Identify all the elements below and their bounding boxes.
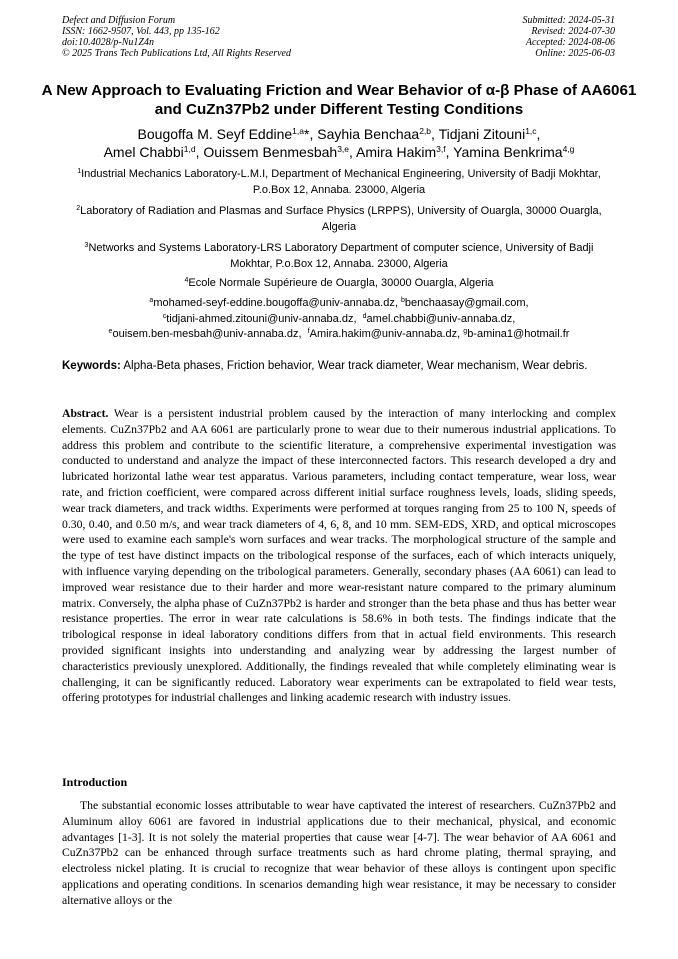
abstract [62,406,616,706]
keywords-text: Alpha-Beta phases, Friction behavior, Wear track diameter, Wear mechanism, Wear debris. [120,360,588,372]
affiliation-4: $^4$Ecole Normale Supérieure de Ouargla, 30000 Ouargla, Algeria [184,277,494,289]
journal-doi[interactable]: doi:10.4028/p-Nu1Z4n [62,37,154,48]
keywords-label: Keywords: [62,360,121,372]
journal-copyright: © 2025 Trans Tech Publications Ltd, All Rights Reserved [62,48,291,59]
email-link[interactable]: mohamed-seyf-eddine.bougoffa@univ-annaba.dz [153,297,395,309]
author-emails [62,296,616,343]
date-revised: Revised: 2024-07-30 [531,26,615,37]
affiliation-1: $^1$Industrial Mechanics Laboratory-L.M.I, Department of Mechanical Engineering, University of Badji Mokhtar, P.o.Box 12, Annaba. 23000, Algeria [77,168,601,196]
email-line: $^c$tidjani-ahmed.zitouni@univ-annaba.dz, $^d$amel.chabbi@univ-annaba.dz, [162,312,516,325]
publication-dates [523,15,616,59]
email-link[interactable]: b-amina1@hotmail.fr [467,328,570,340]
email-line: $^a$mohamed-seyf-eddine.bougoffa@univ-annaba.dz, $^b$benchaasay@gmail.com, [149,297,529,309]
keywords [62,359,616,375]
date-accepted: Accepted: 2024-08-06 [525,37,615,48]
email-link[interactable]: amel.chabbi@univ-annaba.dz [366,312,513,325]
journal-name: Defect and Diffusion Forum [62,15,176,26]
author: Tidjani Zitouni$^{1,c}$, [438,126,541,142]
abstract-text: Wear is a persistent industrial problem caused by the interaction of many interlocking and complex elements. CuZn37Pb2 and AA 6061 are particularly prone to wear due to their numerous industrial applications. To address this problem and contribute to the scientific literature, a comprehensive experimental investigation was conducted to understand and analyze the impact of these interconnected factors. This research developed a dry and lubricated horizontal lathe wear test apparatus. Various parameters, including contact temperature, wear loss, wear rate, and friction coefficient, were compared across different initial surface roughness levels, loads, sliding speeds, wear track diameters, and track widths. Experiments were performed at torques ranging from 25 to 100 N, speeds of 0.30, 0.40, and 0.50 m/s, and wear track diameters of 4, 6, 8, and 10 mm. SEM-EDS, XRD, and optical microscopes were used to examine each sample's worn surfaces and wear tracks. The morphological structure of the sample and the type of test have distinct impacts on the tribological response of the surfaces, each of which interacts uniquely, with influence varying depending on the tribological parameters. Generally, secondary phases (AA 6061) can lead to improved wear resistance due to their harder and more wear-resistant nature compared to the primary aluminum matrix. Conversely, the alpha phase of CuZn37Pb2 is harder and stronger than the beta phase and thus has better wear resistance properties. The error in wear rate calculations is 58.6% in both tests. The findings indicate that the tribological response in ideal laboratory conditions differs from that in actual field environments. This research provided significant insights into understanding and analyzing wear by addressing the largest number of characteristics previously unexplored. Additionally, the findings revealed that while completely eliminating wear is challenging, it can be significantly reduced. Laboratory wear experiments can be extrapolated to field wear tests, offering prototypes for industrial challenges and linking academic research with industry issues. [62,407,616,705]
email-line: $^e$ouisem.ben-mesbah@univ-annaba.dz, $^f$Amira.hakim@univ-annaba.dz, $^g$b-amina1@hotmail.fr [108,328,570,340]
email-link[interactable]: tidjani-ahmed.zitouni@univ-annaba.dz [166,312,354,325]
email-link[interactable]: ouisem.ben-mesbah@univ-annaba.dz [112,328,299,340]
journal-info [62,15,291,59]
author: Amira Hakim$^{3,f}$, [356,144,454,160]
author: Bougoffa M. Seyf Eddine$^{1,a}$*, [137,126,318,142]
email-link[interactable]: benchaasay@gmail.com [404,297,526,309]
author: Sayhia Benchaa$^{2,b}$, [317,126,439,142]
author: Amel Chabbi$^{1,d}$, [103,144,204,160]
date-online: Online: 2025-06-03 [535,48,615,59]
introduction-paragraph: The substantial economic losses attributable to wear have captivated the interest of researchers. CuZn37Pb2 and Aluminum alloy 6061 are favored in industrial applications due to their mechanical, physical, and economic advantages [1-3]. It is not solely the material properties that cause wear [4-7]. The wear behavior of AA 6061 and CuZn37Pb2 can be enhanced through surface treatments such as hard chrome plating, thermal spraying, and electroless nickel plating. It is crucial to recognize that wear behavior of these alloys is contingent upon specific applications and operating conditions. In scenarios demanding high wear resistance, it may be necessary to consider alternative alloys or the [62,799,616,907]
author: Ouissem Benmesbah$^{3,e}$, [203,144,357,160]
affiliation-2: $^2$Laboratory of Radiation and Plasmas and Surface Physics (LRPPS), University of Ouargla, 30000 Ouargla, Algeria [76,205,602,233]
paper-title: A New Approach to Evaluating Friction and Wear Behavior of α-β Phase of AA6061 and CuZn37Pb2 under Different Testing Conditions [41,82,637,118]
email-link[interactable]: Amira.hakim@univ-annaba.dz [309,328,458,340]
abstract-label: Abstract. [62,407,109,420]
introduction-heading: Introduction [62,775,128,789]
journal-issn: ISSN: 1662-9507, Vol. 443, pp 135-162 [62,26,220,37]
date-submitted: Submitted: 2024-05-31 [522,15,615,26]
author-list [40,125,638,161]
author: Yamina Benkrima$^{4,g}$ [453,144,575,160]
affiliation-3: $^3$Networks and Systems Laboratory-LRS Laboratory Department of computer science, University of Badji Mokhtar, P.o.Box 12, Annaba. 23000, Algeria [84,242,594,270]
